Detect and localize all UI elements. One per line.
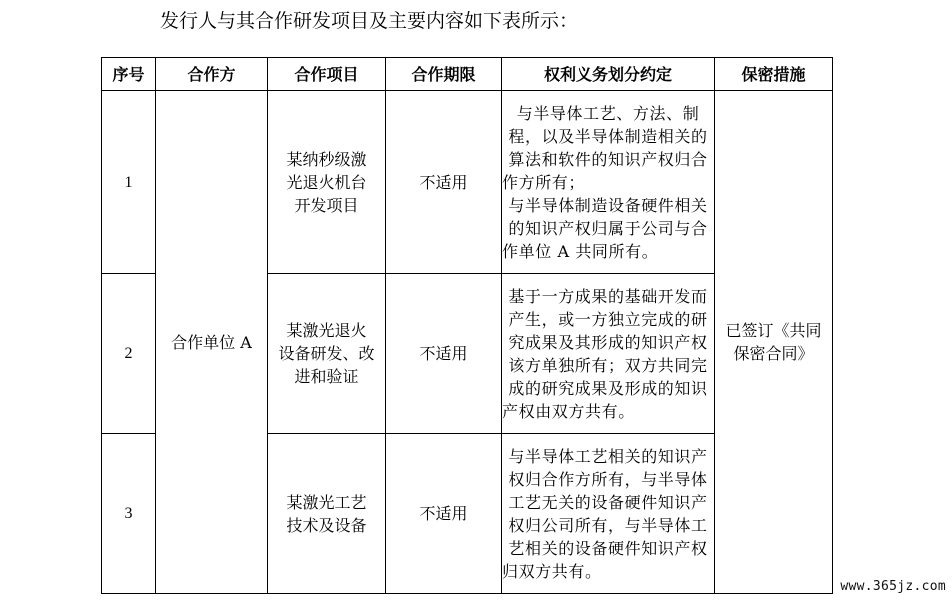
row-2-project: 某激光退火 设备研发、改 进和验证 [268, 274, 386, 434]
row-2-seq: 2 [102, 274, 156, 434]
header-confidential: 保密措施 [715, 58, 833, 91]
row-3-project: 某激光工艺 技术及设备 [268, 434, 386, 594]
table-header-row [102, 58, 833, 91]
row-3-period: 不适用 [386, 434, 502, 594]
partner-cell: 合作单位 A [156, 91, 268, 594]
watermark-text: www.365jz.com [840, 579, 946, 594]
header-rights: 权利义务划分约定 [502, 58, 715, 91]
row-3-seq: 3 [102, 434, 156, 594]
table-row [102, 91, 833, 274]
row-2-period: 不适用 [386, 274, 502, 434]
row-1-period: 不适用 [386, 91, 502, 274]
row-1-rights: 与半导体工艺、方法、制程，以及半导体制造相关的算法和软件的知识产权归合作方所有； 与半导体制造设备硬件相关的知识产权归属于公司与合作单位 A 共同所有。 [502, 91, 715, 274]
row-2-rights: 基于一方成果的基础开发而产生，或一方独立完成的研究成果及其形成的知识产权该方单独所有；双方共同完成的研究成果及形成的知识产权由双方共有。 [502, 274, 715, 434]
row-1-project: 某纳秒级激 光退火机台 开发项目 [268, 91, 386, 274]
confidential-cell: 已签订《共同保密合同》 [715, 91, 833, 594]
row-3-rights: 与半导体工艺相关的知识产权归合作方所有，与半导体工艺无关的设备硬件知识产权归公司所有，与半导体工艺相关的设备硬件知识产权归双方共有。 [502, 434, 715, 594]
header-period: 合作期限 [386, 58, 502, 91]
header-project: 合作项目 [268, 58, 386, 91]
header-partner: 合作方 [156, 58, 268, 91]
cooperation-projects-table [101, 57, 833, 594]
row-1-seq: 1 [102, 91, 156, 274]
header-seq: 序号 [102, 58, 156, 91]
intro-paragraph: 发行人与其合作研发项目及主要内容如下表所示： [160, 10, 579, 32]
